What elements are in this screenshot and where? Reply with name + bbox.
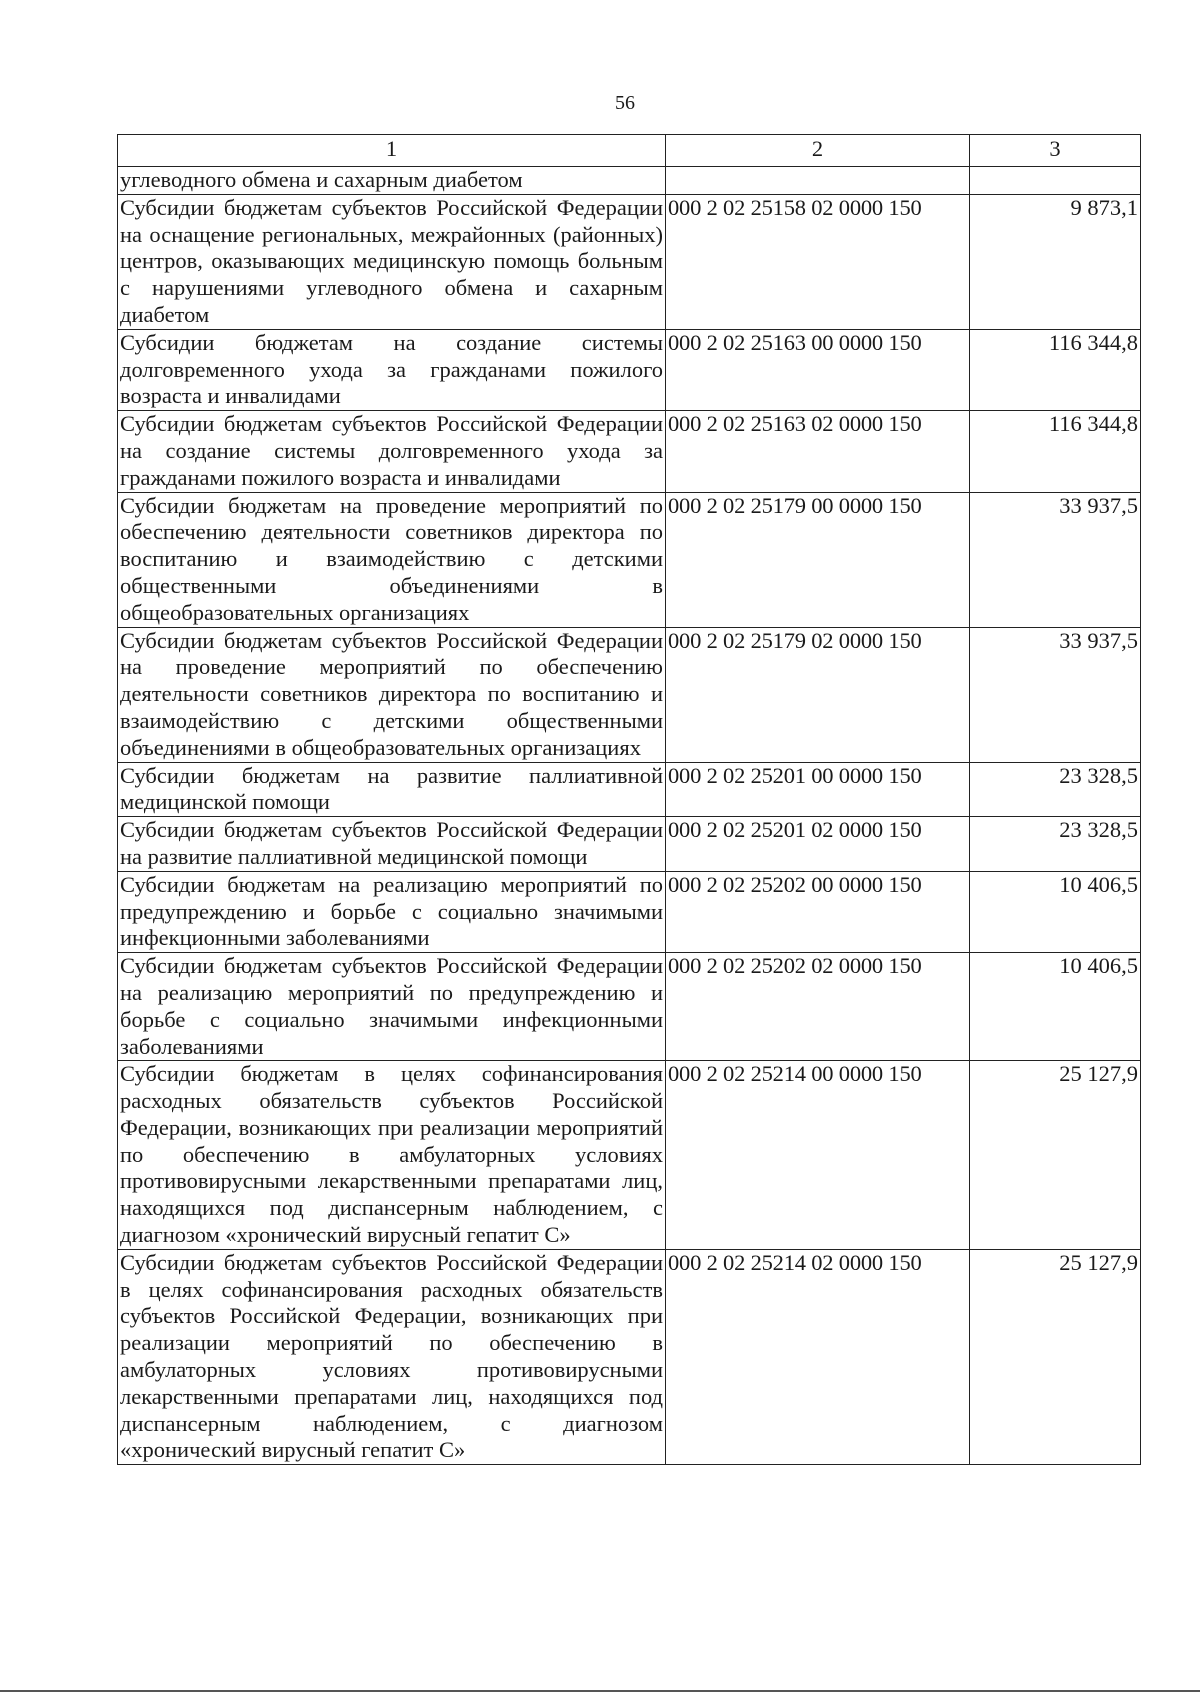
table-row <box>118 953 1141 1061</box>
column-header-3: 3 <box>970 135 1141 167</box>
row-description: Субсидии бюджетам субъектов Российской Федерации на проведение мероприятий по обеспечению деятельности советников директора по воспитанию и взаимодействию с детскими общественными объединениями в общеобразовательных организациях <box>118 627 666 762</box>
row-code: 000 2 02 25202 02 0000 150 <box>666 953 970 1061</box>
row-code: 000 2 02 25158 02 0000 150 <box>666 194 970 329</box>
row-description: Субсидии бюджетам субъектов Российской Федерации на оснащение региональных, межрайонных (районных) центров, оказывающих медицинскую помощь больным с нарушениями углеводного обмена и сахарным диабетом <box>118 194 666 329</box>
row-amount: 116 344,8 <box>970 411 1141 492</box>
budget-table <box>117 134 1141 1465</box>
table-row <box>118 194 1141 329</box>
table-row <box>118 1249 1141 1464</box>
row-description: Субсидии бюджетам субъектов Российской Федерации на реализацию мероприятий по предупреждению и борьбе с социально значимыми инфекционными заболеваниями <box>118 953 666 1061</box>
table-row <box>118 329 1141 410</box>
row-code <box>666 167 970 195</box>
column-header-2: 2 <box>666 135 970 167</box>
table-row <box>118 167 1141 195</box>
budget-table-container <box>117 134 1141 1465</box>
row-amount <box>970 167 1141 195</box>
row-amount: 25 127,9 <box>970 1061 1141 1250</box>
row-description: Субсидии бюджетам субъектов Российской Федерации в целях софинансирования расходных обязательств субъектов Российской Федерации, возникающих при реализации мероприятий по обеспечению в амбулаторных условиях противовирусными лекарственными препаратами лиц, находящихся под диспансерным наблюдением, с диагнозом «хронический вирусный гепатит С» <box>118 1249 666 1464</box>
row-description: Субсидии бюджетам на проведение мероприятий по обеспечению деятельности советников директора по воспитанию и взаимодействию с детскими общественными объединениями в общеобразовательных организациях <box>118 492 666 627</box>
row-code: 000 2 02 25202 00 0000 150 <box>666 871 970 952</box>
row-code: 000 2 02 25179 00 0000 150 <box>666 492 970 627</box>
row-description: Субсидии бюджетам на создание системы долговременного ухода за гражданами пожилого возраста и инвалидами <box>118 329 666 410</box>
row-amount: 10 406,5 <box>970 953 1141 1061</box>
row-description: Субсидии бюджетам субъектов Российской Федерации на создание системы долговременного ухода за гражданами пожилого возраста и инвалидами <box>118 411 666 492</box>
row-amount: 25 127,9 <box>970 1249 1141 1464</box>
table-row <box>118 492 1141 627</box>
table-row <box>118 762 1141 817</box>
row-amount: 23 328,5 <box>970 762 1141 817</box>
row-amount: 23 328,5 <box>970 817 1141 872</box>
row-amount: 10 406,5 <box>970 871 1141 952</box>
row-code: 000 2 02 25214 02 0000 150 <box>666 1249 970 1464</box>
row-description: Субсидии бюджетам в целях софинансирования расходных обязательств субъектов Российской Федерации, возникающих при реализации мероприятий по обеспечению в амбулаторных условиях противовирусными лекарственными препаратами лиц, находящихся под диспансерным наблюдением, с диагнозом «хронический вирусный гепатит С» <box>118 1061 666 1250</box>
row-amount: 33 937,5 <box>970 492 1141 627</box>
table-row <box>118 1061 1141 1250</box>
row-code: 000 2 02 25201 02 0000 150 <box>666 817 970 872</box>
table-header-row <box>118 135 1141 167</box>
row-code: 000 2 02 25163 00 0000 150 <box>666 329 970 410</box>
table-row <box>118 817 1141 872</box>
row-amount: 116 344,8 <box>970 329 1141 410</box>
row-description: углеводного обмена и сахарным диабетом <box>118 167 666 195</box>
row-amount: 33 937,5 <box>970 627 1141 762</box>
row-code: 000 2 02 25214 00 0000 150 <box>666 1061 970 1250</box>
table-row <box>118 627 1141 762</box>
row-code: 000 2 02 25201 00 0000 150 <box>666 762 970 817</box>
table-row <box>118 411 1141 492</box>
row-description: Субсидии бюджетам на реализацию мероприятий по предупреждению и борьбе с социально значимыми инфекционными заболеваниями <box>118 871 666 952</box>
row-description: Субсидии бюджетам на развитие паллиативной медицинской помощи <box>118 762 666 817</box>
row-code: 000 2 02 25163 02 0000 150 <box>666 411 970 492</box>
row-description: Субсидии бюджетам субъектов Российской Федерации на развитие паллиативной медицинской помощи <box>118 817 666 872</box>
table-row <box>118 871 1141 952</box>
row-amount: 9 873,1 <box>970 194 1141 329</box>
row-code: 000 2 02 25179 02 0000 150 <box>666 627 970 762</box>
column-header-1: 1 <box>118 135 666 167</box>
page-number: 56 <box>615 92 635 114</box>
page-bottom-rule <box>0 1690 1200 1692</box>
